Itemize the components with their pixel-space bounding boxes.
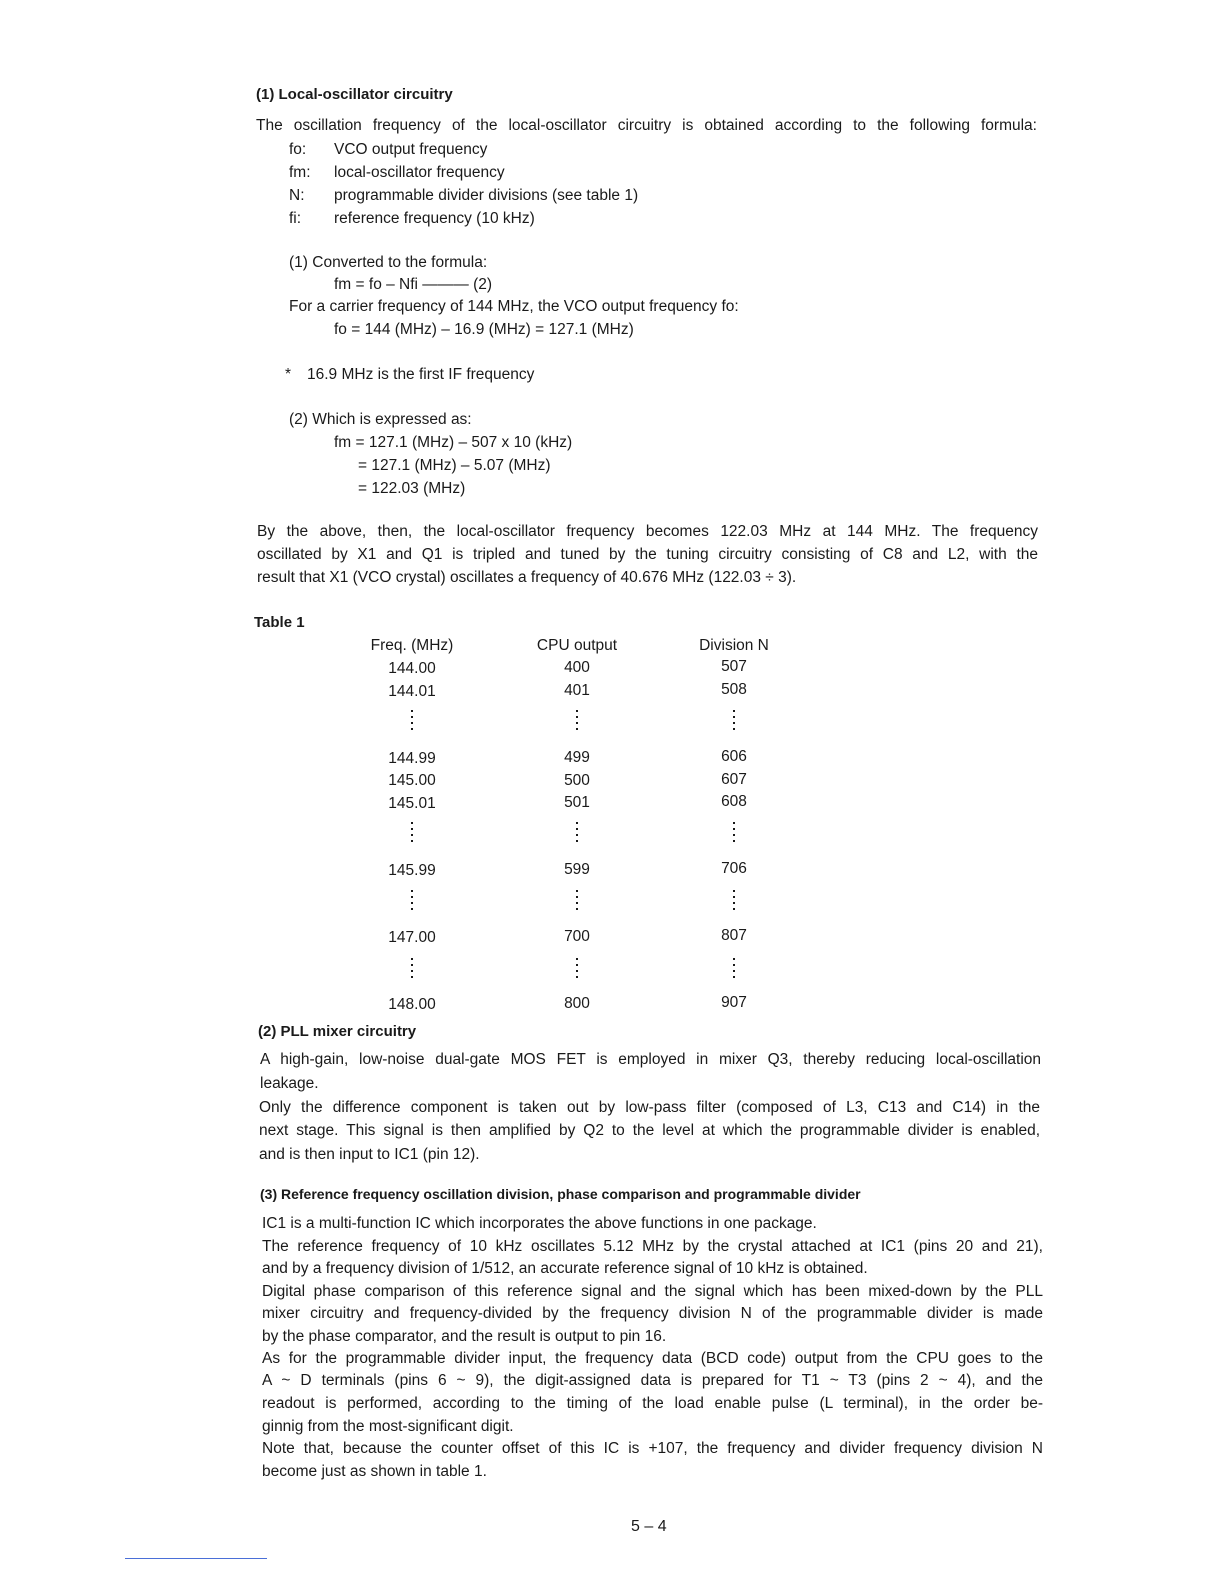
- cpu-output-cell: 499: [564, 749, 590, 766]
- footer-rule: [125, 1558, 267, 1559]
- fo-equation: fo = 144 (MHz) – 16.9 (MHz) = 127.1 (MHz): [334, 321, 634, 338]
- cpu-output-cell: 599: [564, 861, 590, 878]
- expressed-label: (2) Which is expressed as:: [289, 411, 472, 428]
- freq-cell: 145.99: [388, 862, 436, 879]
- division-n-cell: 907: [721, 994, 747, 1011]
- cpu-output-cell: 800: [564, 995, 590, 1012]
- if-frequency-note: 16.9 MHz is the first IF frequency: [307, 366, 535, 383]
- cpu-output-cell: 401: [564, 682, 590, 699]
- section3-line-10: ginnig from the most-significant digit.: [262, 1418, 514, 1435]
- vertical-ellipsis-icon: [732, 710, 736, 732]
- vertical-ellipsis-icon: [410, 958, 414, 980]
- freq-cell: 144.00: [388, 660, 436, 677]
- vertical-ellipsis-icon: [410, 890, 414, 912]
- section3-line-3: and by a frequency division of 1/512, an accurate reference signal of 10 kHz is obtained.: [262, 1260, 868, 1277]
- vertical-ellipsis-icon: [732, 822, 736, 844]
- section3-line-2: The reference frequency of 10 kHz oscillates 5.12 MHz by the crystal attached at IC1 (pins 20 and 21),: [262, 1238, 1043, 1255]
- vertical-ellipsis-icon: [732, 890, 736, 912]
- vertical-ellipsis-icon: [575, 822, 579, 844]
- section3-line-12: become just as shown in table 1.: [262, 1463, 487, 1480]
- freq-cell: 145.01: [388, 795, 436, 812]
- result-paragraph-line-2: oscillated by X1 and Q1 is tripled and tuned by the tuning circuitry consisting of C8 and L2, with the: [257, 546, 1038, 563]
- section3-line-9: readout is performed, according to the timing of the load enable pulse (L terminal), in the order be-: [262, 1395, 1043, 1412]
- division-n-cell: 607: [721, 771, 747, 788]
- formula-2: fm = fo – Nfi ——— (2): [334, 276, 493, 293]
- fm-equation-2: = 127.1 (MHz) – 5.07 (MHz): [358, 457, 551, 474]
- section3-line-5: mixer circuitry and frequency-divided by the frequency division N of the programmable divider is made: [262, 1305, 1043, 1322]
- def-symbol-n: N:: [289, 187, 305, 204]
- carrier-text: For a carrier frequency of 144 MHz, the VCO output frequency fo:: [289, 298, 739, 315]
- page-number: 5 – 4: [631, 1518, 667, 1535]
- fm-equation-3: = 122.03 (MHz): [358, 480, 466, 497]
- freq-cell: 148.00: [388, 996, 436, 1013]
- fm-equation-1: fm = 127.1 (MHz) – 507 x 10 (kHz): [334, 434, 573, 451]
- vertical-ellipsis-icon: [410, 710, 414, 732]
- header-cpu-output: CPU output: [536, 637, 618, 654]
- section2-line-2: leakage.: [260, 1075, 319, 1092]
- header-freq: Freq. (MHz): [370, 637, 454, 654]
- cpu-output-cell: 700: [564, 928, 590, 945]
- def-symbol-fo: fo:: [289, 141, 307, 158]
- result-paragraph-line-1: By the above, then, the local-oscillator frequency becomes 122.03 MHz at 144 MHz. The frequency: [257, 523, 1038, 540]
- section3-line-4: Digital phase comparison of this reference signal and the signal which has been mixed-down by the PLL: [262, 1283, 1043, 1300]
- vertical-ellipsis-icon: [575, 890, 579, 912]
- def-desc-fi: reference frequency (10 kHz): [334, 210, 535, 227]
- def-desc-fo: VCO output frequency: [334, 141, 488, 158]
- section2-line-5: and is then input to IC1 (pin 12).: [259, 1146, 480, 1163]
- division-n-cell: 508: [721, 681, 747, 698]
- section1-heading: (1) Local-oscillator circuitry: [256, 86, 453, 103]
- cpu-output-cell: 501: [564, 794, 590, 811]
- def-desc-fm: local-oscillator frequency: [334, 164, 505, 181]
- freq-cell: 147.00: [388, 929, 436, 946]
- division-n-cell: 608: [721, 793, 747, 810]
- division-n-cell: 807: [721, 927, 747, 944]
- def-symbol-fi: fi:: [289, 210, 302, 227]
- result-paragraph-line-3: result that X1 (VCO crystal) oscillates a frequency of 40.676 MHz (122.03 ÷ 3).: [257, 569, 797, 586]
- section2-line-1: A high-gain, low-noise dual-gate MOS FET is employed in mixer Q3, thereby reducing local-oscillation: [260, 1051, 1041, 1068]
- header-division-n: Division N: [699, 637, 769, 654]
- vertical-ellipsis-icon: [575, 958, 579, 980]
- section2-heading: (2) PLL mixer circuitry: [258, 1023, 417, 1040]
- freq-cell: 144.99: [388, 750, 436, 767]
- section3-line-7: As for the programmable divider input, the frequency data (BCD code) output from the CPU goes to the: [262, 1350, 1043, 1367]
- vertical-ellipsis-icon: [410, 822, 414, 844]
- freq-cell: 144.01: [388, 683, 436, 700]
- division-n-cell: 606: [721, 748, 747, 765]
- def-symbol-fm: fm:: [289, 164, 311, 181]
- def-desc-n: programmable divider divisions (see table 1): [334, 187, 639, 204]
- section3-line-1: IC1 is a multi-function IC which incorporates the above functions in one package.: [262, 1215, 817, 1232]
- section3-line-8: A ~ D terminals (pins 6 ~ 9), the digit-assigned data is prepared for T1 ~ T3 (pins 2 ~ 4), and the: [262, 1372, 1043, 1389]
- table1-label: Table 1: [254, 614, 305, 631]
- division-n-cell: 507: [721, 658, 747, 675]
- note-asterisk: *: [285, 366, 292, 383]
- cpu-output-cell: 400: [564, 659, 590, 676]
- vertical-ellipsis-icon: [732, 958, 736, 980]
- section3-line-6: by the phase comparator, and the result is output to pin 16.: [262, 1328, 667, 1345]
- division-n-cell: 706: [721, 860, 747, 877]
- section2-line-4: next stage. This signal is then amplified by Q2 to the level at which the programmable divider is enabled,: [259, 1122, 1040, 1139]
- section3-line-11: Note that, because the counter offset of this IC is +107, the frequency and divider frequency division N: [262, 1440, 1043, 1457]
- cpu-output-cell: 500: [564, 772, 590, 789]
- section3-heading: (3) Reference frequency oscillation division, phase comparison and programmable divider: [260, 1186, 861, 1202]
- section1-intro: The oscillation frequency of the local-oscillator circuitry is obtained according to the following formula:: [256, 117, 1037, 134]
- converted-label: (1) Converted to the formula:: [289, 254, 488, 271]
- section2-line-3: Only the difference component is taken out by low-pass filter (composed of L3, C13 and C14) in the: [259, 1099, 1040, 1116]
- freq-cell: 145.00: [388, 772, 436, 789]
- vertical-ellipsis-icon: [575, 710, 579, 732]
